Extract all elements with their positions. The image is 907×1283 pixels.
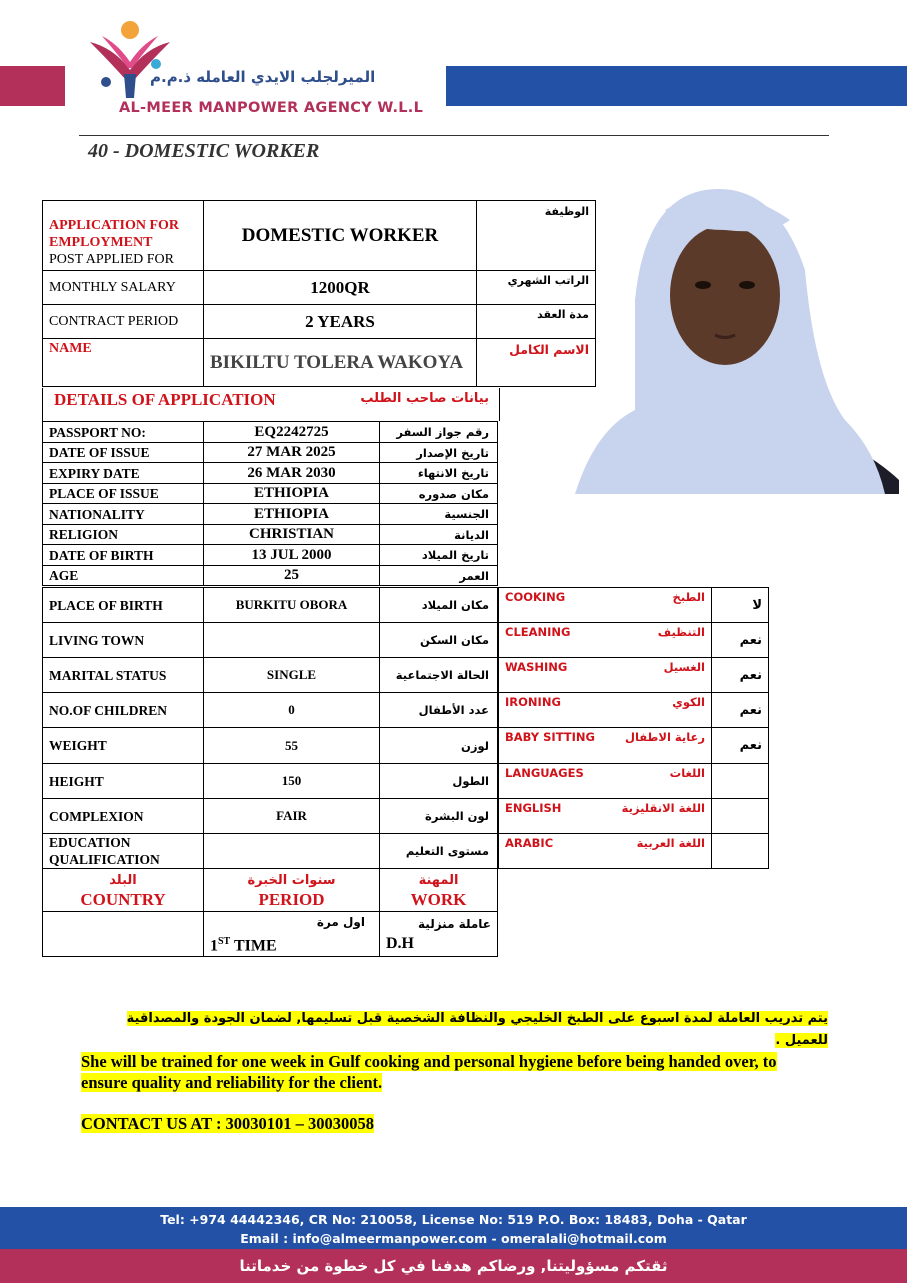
personal-label: COMPLEXION — [43, 799, 204, 834]
contract-ar: مدة العقد — [477, 305, 596, 339]
header-bar-right — [446, 66, 907, 106]
period-text: TIME — [230, 937, 277, 955]
details-arabic-label: الديانة — [380, 525, 498, 545]
note-arabic-text: يتم تدريب العاملة لمدة اسبوع على الطبخ الخليجي والنظافة الشخصية قبل تسليمها, لضمان الجودة والمصداقية للعميل . — [126, 1011, 828, 1048]
details-row — [43, 463, 498, 484]
name-label: NAME — [43, 339, 204, 387]
post-applied-ar: الوظيفة — [477, 201, 596, 271]
skill-name-en: ENGLISH — [505, 801, 562, 815]
skill-name-cell — [499, 834, 712, 869]
details-value: 27 MAR 2025 — [204, 443, 380, 463]
personal-label: NO.OF CHILDREN — [43, 693, 204, 728]
skill-name-cell — [499, 764, 712, 799]
personal-arabic-label: لون البشرة — [380, 799, 498, 834]
skill-name-ar: اللغة الانقليزية — [621, 801, 705, 815]
personal-value — [204, 834, 380, 869]
contract-value: 2 YEARS — [204, 305, 477, 339]
details-arabic-label: تاريخ الميلاد — [380, 545, 498, 566]
personal-label: MARITAL STATUS — [43, 658, 204, 693]
skill-name-cell — [499, 693, 712, 728]
personal-table — [42, 587, 498, 869]
work-header-en: WORK — [410, 890, 467, 909]
experience-table — [42, 868, 498, 957]
personal-value: 0 — [204, 693, 380, 728]
footer-line-1: Tel: +974 44442346, CR No: 210058, License No: 519 P.O. Box: 18483, Doha - Qatar — [160, 1212, 747, 1227]
skill-name-cell — [499, 623, 712, 658]
details-row — [43, 566, 498, 586]
experience-work-en: D.H — [386, 935, 414, 953]
details-label: DATE OF BIRTH — [43, 545, 204, 566]
details-arabic-label: مكان صدوره — [380, 484, 498, 504]
salary-value: 1200QR — [204, 271, 477, 305]
details-header-ar: بيانات صاحب الطلب — [360, 391, 489, 406]
details-arabic-label: تاريخ الانتهاء — [380, 463, 498, 484]
details-header-en: DETAILS OF APPLICATION — [54, 390, 276, 409]
salary-label: MONTHLY SALARY — [43, 271, 204, 305]
details-label: AGE — [43, 566, 204, 586]
skill-name-en: ARABIC — [505, 836, 554, 850]
post-applied-label: POST APPLIED FOR — [49, 252, 175, 267]
period-header — [204, 869, 380, 912]
skill-row — [499, 799, 769, 834]
skill-answer — [712, 764, 769, 799]
skill-name-ar: رعاية الاطفال — [624, 730, 705, 744]
contact-text: CONTACT US AT : 30030101 – 30030058 — [81, 1114, 375, 1133]
details-row — [43, 545, 498, 566]
personal-value: 150 — [204, 764, 380, 799]
skill-name-cell — [499, 588, 712, 623]
skill-row — [499, 588, 769, 623]
name-value: BIKILTU TOLERA WAKOYA — [204, 339, 477, 387]
skill-answer: نعم — [712, 693, 769, 728]
skill-name-cell — [499, 728, 712, 764]
personal-arabic-label: مكان السكن — [380, 623, 498, 658]
skill-name-ar: الكوي — [672, 695, 705, 709]
period-header-en: PERIOD — [258, 890, 325, 909]
details-row — [43, 504, 498, 525]
country-header — [43, 869, 204, 912]
details-value: ETHIOPIA — [204, 484, 380, 504]
details-arabic-label: الجنسية — [380, 504, 498, 525]
details-value: ETHIOPIA — [204, 504, 380, 525]
logo-arabic-text: الميرلجلب الايدي العامله ذ.م.م — [150, 68, 376, 86]
skill-name-cell — [499, 799, 712, 834]
personal-row — [43, 764, 498, 799]
skill-name-en: CLEANING — [505, 625, 571, 639]
experience-country-cell — [43, 912, 204, 957]
skill-answer: نعم — [712, 728, 769, 764]
personal-row — [43, 799, 498, 834]
personal-row — [43, 693, 498, 728]
experience-period-en — [210, 932, 373, 956]
note-arabic — [120, 1008, 828, 1052]
footer-line-2: Email : info@almeermanpower.com - omeralali@hotmail.com — [240, 1231, 667, 1246]
details-label: DATE OF ISSUE — [43, 443, 204, 463]
skill-name-ar: اللغة العربية — [636, 836, 705, 850]
post-applied-cell — [43, 201, 204, 271]
details-value: 25 — [204, 566, 380, 586]
skill-answer — [712, 834, 769, 869]
period-number: 1 — [210, 937, 218, 955]
experience-period-cell — [204, 912, 380, 957]
details-label: RELIGION — [43, 525, 204, 545]
skill-name-ar: التنظيف — [657, 625, 705, 639]
contract-label: CONTRACT PERIOD — [43, 305, 204, 339]
skill-row — [499, 834, 769, 869]
experience-work-cell — [380, 912, 498, 957]
personal-value — [204, 623, 380, 658]
details-row — [43, 443, 498, 463]
skill-row — [499, 693, 769, 728]
period-header-ar: سنوات الخبرة — [247, 873, 336, 888]
company-logo — [84, 18, 176, 105]
skill-name-ar: اللغات — [669, 766, 705, 780]
period-suffix: ST — [218, 936, 231, 947]
details-value: 26 MAR 2030 — [204, 463, 380, 484]
skill-row — [499, 728, 769, 764]
details-header — [42, 388, 500, 421]
country-header-ar: البلد — [109, 873, 137, 888]
details-row — [43, 525, 498, 545]
work-header-ar: المهنة — [418, 873, 459, 888]
personal-row — [43, 658, 498, 693]
personal-row — [43, 623, 498, 658]
details-value: CHRISTIAN — [204, 525, 380, 545]
application-label: APPLICATION FOR EMPLOYMENT — [49, 218, 180, 250]
skill-name-en: COOKING — [505, 590, 566, 604]
details-value: 13 JUL 2000 — [204, 545, 380, 566]
skill-name-en: LANGUAGES — [505, 766, 584, 780]
personal-label: EDUCATION QUALIFICATION — [43, 834, 204, 869]
details-table — [42, 421, 498, 586]
skill-answer: نعم — [712, 623, 769, 658]
skill-name-cell — [499, 658, 712, 693]
page-title: 40 - DOMESTIC WORKER — [88, 140, 320, 162]
details-row — [43, 422, 498, 443]
country-header-en: COUNTRY — [80, 890, 166, 909]
personal-label: PLACE OF BIRTH — [43, 588, 204, 623]
details-value: EQ2242725 — [204, 422, 380, 443]
header-bar-left — [0, 66, 65, 106]
skill-answer: لا — [712, 588, 769, 623]
footer-contact-bar — [0, 1207, 907, 1249]
note-english-text: She will be trained for one week in Gulf cooking and personal hygiene before being handed over, to ensure quality and reliability for the client. — [81, 1052, 777, 1092]
skill-row — [499, 623, 769, 658]
personal-row — [43, 588, 498, 623]
personal-arabic-label: مستوى التعليم — [380, 834, 498, 869]
personal-label: WEIGHT — [43, 728, 204, 764]
skill-name-en: BABY SITTING — [505, 730, 595, 744]
skill-answer: نعم — [712, 658, 769, 693]
skill-name-en: IRONING — [505, 695, 561, 709]
skill-row — [499, 764, 769, 799]
experience-work-ar: عاملة منزلية — [418, 917, 491, 932]
personal-arabic-label: الحالة الاجتماعية — [380, 658, 498, 693]
logo-english-text: AL-MEER MANPOWER AGENCY W.L.L — [119, 100, 424, 116]
details-arabic-label: تاريخ الإصدار — [380, 443, 498, 463]
footer-slogan: ثقتكم مسؤوليتنا, ورضاكم هدفنا في كل خطوة من خدماتنا — [239, 1257, 668, 1275]
post-applied-value: DOMESTIC WORKER — [204, 201, 477, 271]
personal-value: SINGLE — [204, 658, 380, 693]
experience-period-ar: اول مرة — [316, 915, 365, 929]
contact-line — [81, 1114, 374, 1134]
skills-table — [498, 587, 769, 869]
skill-answer — [712, 799, 769, 834]
details-arabic-label: رقم جواز السفر — [380, 422, 498, 443]
details-arabic-label: العمر — [380, 566, 498, 586]
work-header — [380, 869, 498, 912]
header-divider — [79, 135, 829, 136]
details-row — [43, 484, 498, 504]
personal-arabic-label: عدد الأطفال — [380, 693, 498, 728]
personal-row — [43, 728, 498, 764]
personal-value: FAIR — [204, 799, 380, 834]
name-ar: الاسم الكامل — [477, 339, 596, 387]
personal-arabic-label: الطول — [380, 764, 498, 799]
details-label: NATIONALITY — [43, 504, 204, 525]
note-english — [81, 1051, 801, 1093]
footer-slogan-bar — [0, 1249, 907, 1283]
personal-arabic-label: مكان الميلاد — [380, 588, 498, 623]
details-label: PASSPORT NO: — [43, 422, 204, 443]
skill-name-en: WASHING — [505, 660, 568, 674]
personal-row — [43, 834, 498, 869]
job-table — [42, 200, 596, 387]
skill-name-ar: الغسيل — [663, 660, 705, 674]
skill-row — [499, 658, 769, 693]
personal-arabic-label: لوزن — [380, 728, 498, 764]
salary-ar: الراتب الشهري — [477, 271, 596, 305]
personal-label: LIVING TOWN — [43, 623, 204, 658]
personal-label: HEIGHT — [43, 764, 204, 799]
personal-value: 55 — [204, 728, 380, 764]
personal-value: BURKITU OBORA — [204, 588, 380, 623]
details-label: EXPIRY DATE — [43, 463, 204, 484]
details-label: PLACE OF ISSUE — [43, 484, 204, 504]
skill-name-ar: الطبخ — [672, 590, 705, 604]
